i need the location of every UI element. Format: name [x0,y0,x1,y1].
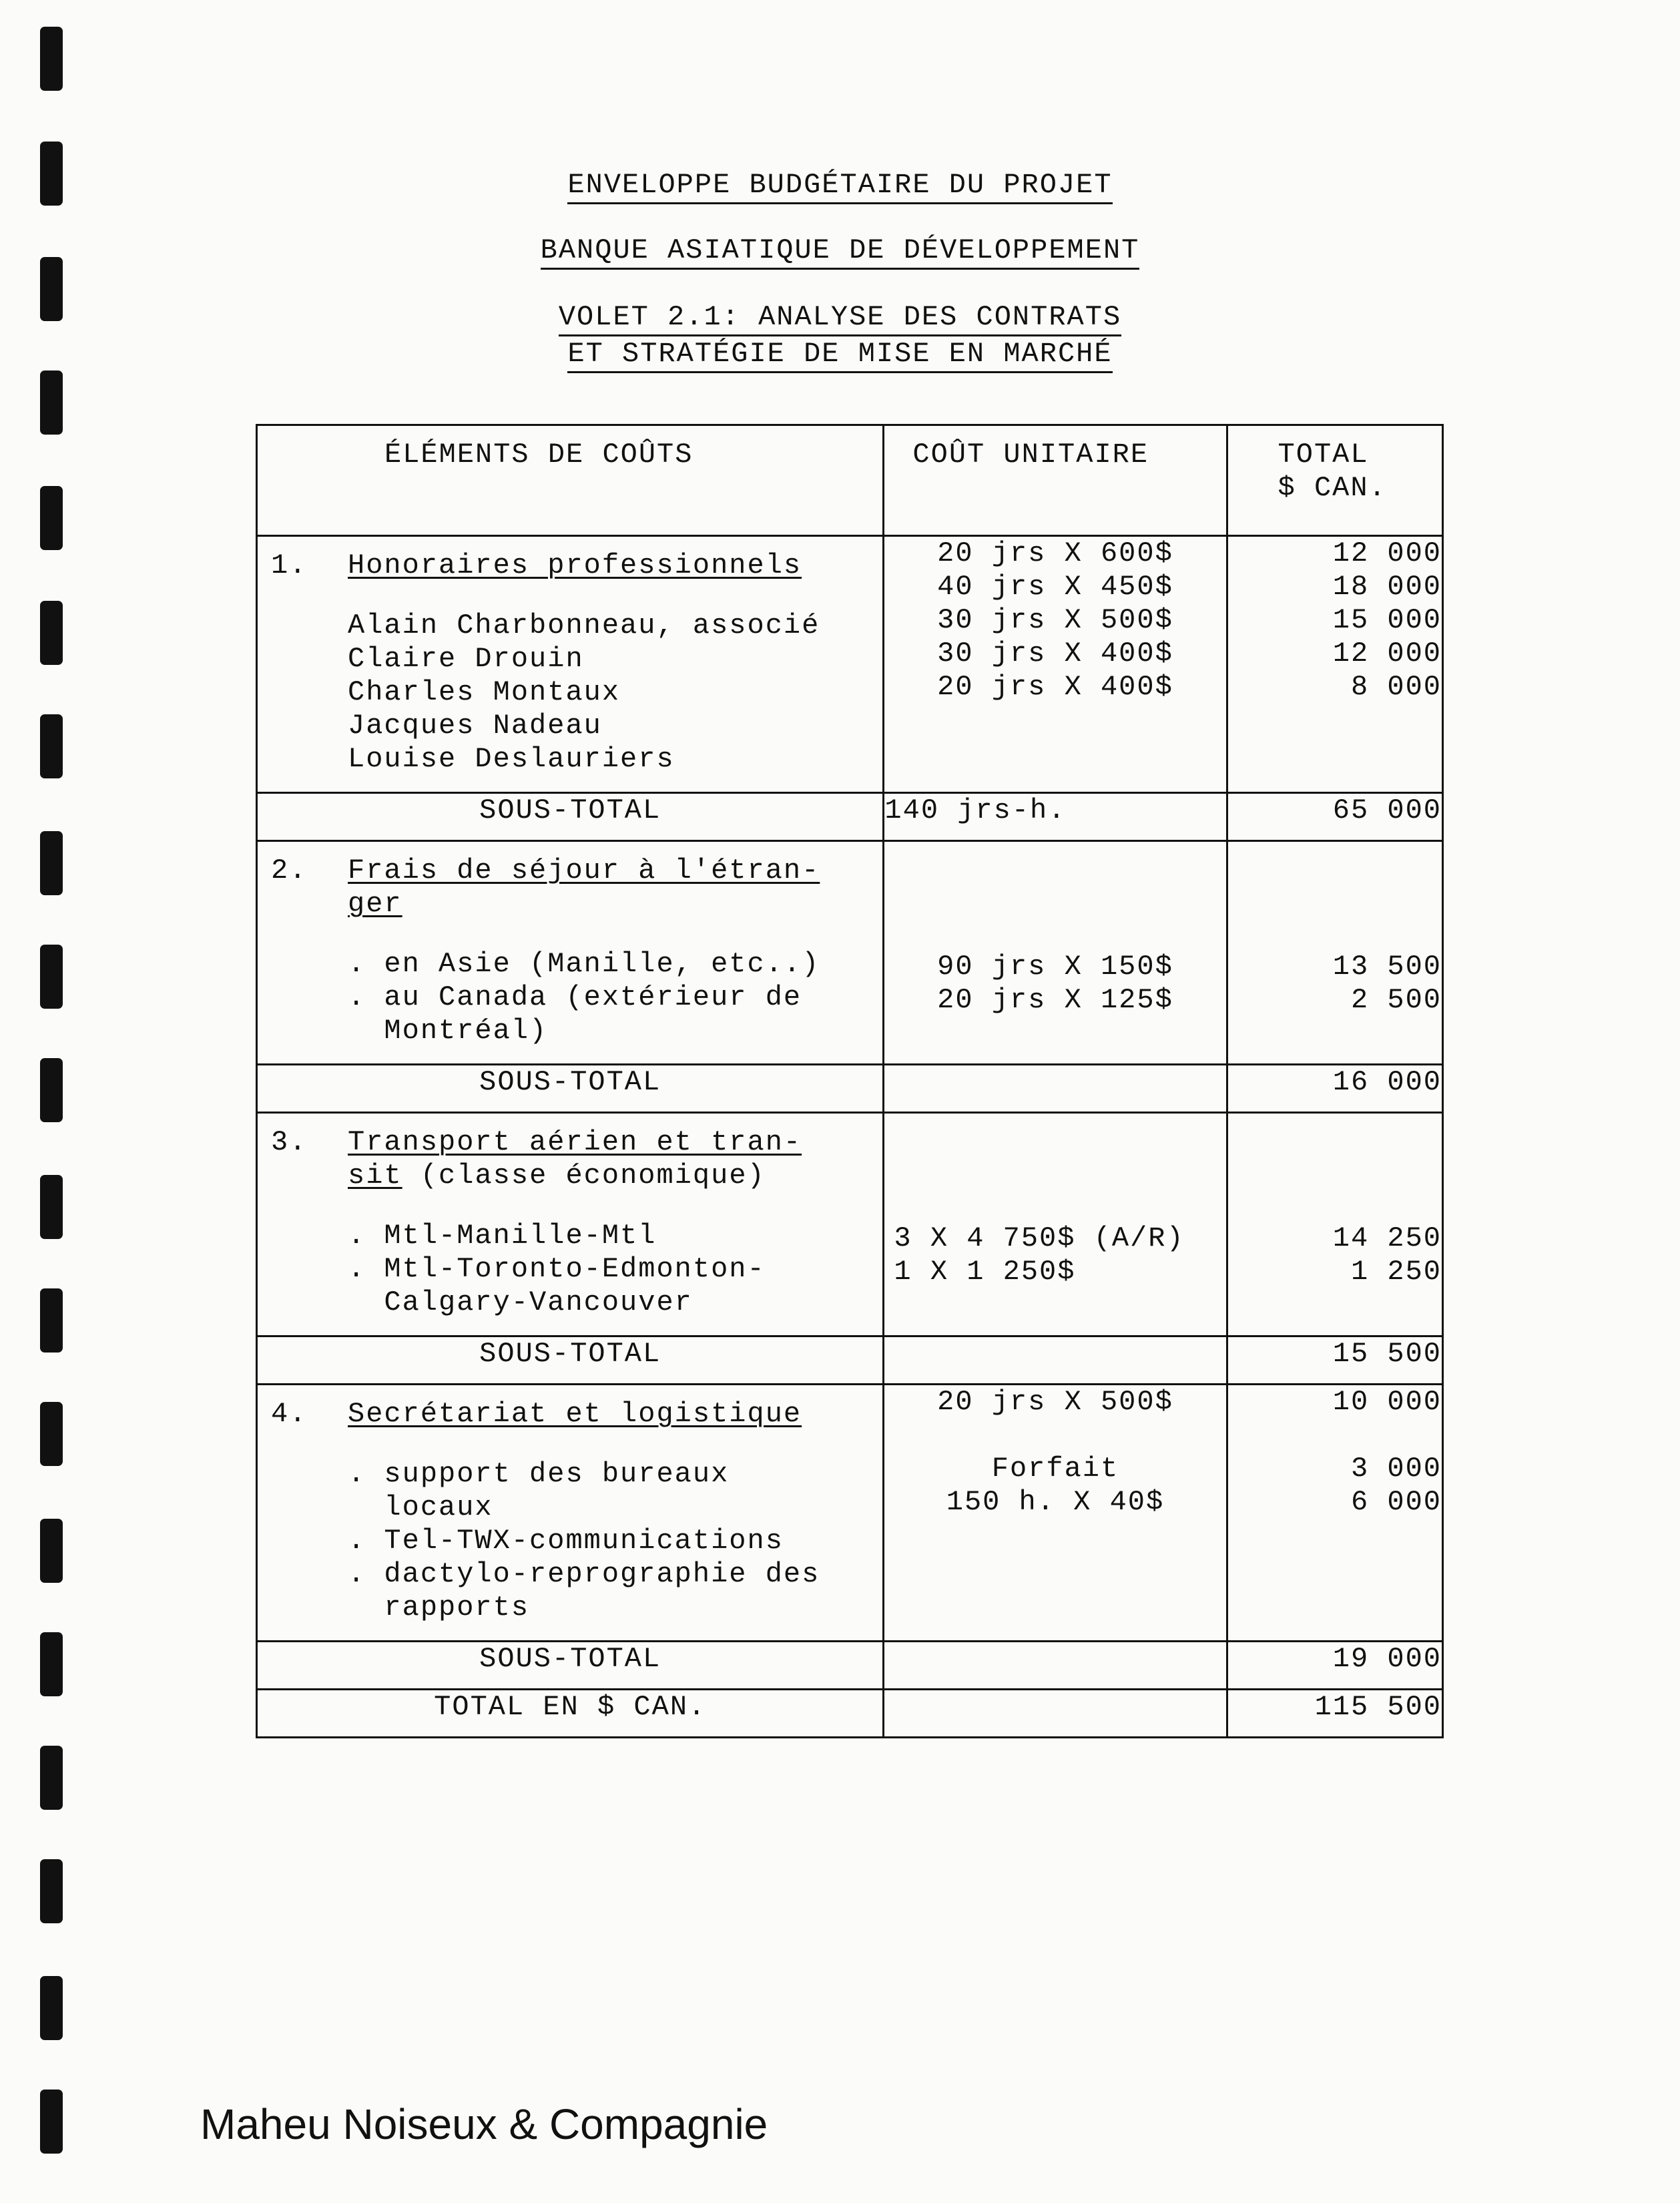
subtotal-label: SOUS-TOTAL [257,1065,884,1113]
section-elements-cell [257,841,884,1065]
section-row [257,536,1443,793]
section-number: 3. [271,1126,308,1158]
column-header-total-line1: TOTAL [1278,439,1369,471]
line-item: Charles Montaux [348,676,621,708]
line-total: 1 250 [1350,1256,1442,1288]
line-item: . dactylo-reprographie des [348,1558,820,1590]
line-total: 18 000 [1332,571,1442,603]
line-item: . Mtl-Manille-Mtl [348,1220,657,1252]
section-title: Honoraires professionnels [348,549,802,581]
line-item: Claire Drouin [348,643,584,675]
column-header-elements: ÉLÉMENTS DE COÛTS [257,425,884,536]
line-total: 14 250 [1332,1222,1442,1254]
company-footer: Maheu Noiseux & Compagnie [200,2100,768,2148]
section-total-cell [1227,1113,1442,1336]
line-item: Alain Charbonneau, associé [348,609,820,642]
section-row [257,841,1443,1065]
subtotal-unit [884,1642,1227,1690]
unit-cost: 20 jrs X 500$ [937,1386,1173,1418]
unit-cost: 20 jrs X 125$ [937,984,1173,1016]
punch-hole [40,486,63,550]
section-row [257,1113,1443,1336]
unit-cost: 30 jrs X 400$ [937,638,1173,670]
section-title: Frais de séjour à l'étran- ger [348,854,820,920]
unit-cost: Forfait [991,1453,1119,1485]
grand-total-value: 115 500 [1227,1690,1442,1738]
line-total: 13 500 [1332,951,1442,983]
unit-cost: 30 jrs X 500$ [937,604,1173,636]
punch-hole [40,831,63,895]
table-header-row [257,425,1443,536]
line-item: Montréal) [348,1015,548,1047]
unit-cost: 3 X 4 750$ (A/R) [894,1222,1185,1254]
line-total: 2 500 [1350,984,1442,1016]
subtotal-row [257,793,1443,841]
unit-cost: 40 jrs X 450$ [937,571,1173,603]
punch-hole [40,1746,63,1810]
subtotal-row [257,1642,1443,1690]
section-unit-cell [884,1113,1227,1336]
title-line-3: VOLET 2.1: ANALYSE DES CONTRATS [0,300,1680,334]
section-elements-cell [257,1385,884,1642]
section-number: 2. [271,854,308,887]
column-header-total [1227,425,1442,536]
section-title: Secrétariat et logistique [348,1398,802,1430]
unit-cost: 20 jrs X 600$ [937,537,1173,569]
punch-hole [40,1976,63,2040]
subtotal-unit [884,1065,1227,1113]
punch-hole [40,601,63,665]
subtotal-unit: 140 jrs-h. [884,793,1227,841]
section-unit-cell [884,1385,1227,1642]
subtotal-unit [884,1336,1227,1385]
subtotal-row [257,1065,1443,1113]
unit-cost: 1 X 1 250$ [894,1256,1076,1288]
section-title-group [348,1126,855,1192]
line-item: Louise Deslauriers [348,743,675,775]
subtotal-row [257,1336,1443,1385]
grand-total-row [257,1690,1443,1738]
subtotal-label: SOUS-TOTAL [257,1642,884,1690]
unit-cost: 150 h. X 40$ [946,1486,1165,1518]
punch-hole [40,1519,63,1583]
line-item: . Mtl-Toronto-Edmonton- [348,1253,766,1285]
punch-hole [40,27,63,91]
subtotal-value: 16 000 [1227,1065,1442,1113]
line-item: Jacques Nadeau [348,710,602,742]
section-unit-cell [884,536,1227,793]
punch-hole [40,1175,63,1239]
section-elements-cell [257,1113,884,1336]
title-line-1: ENVELOPPE BUDGÉTAIRE DU PROJET [0,168,1680,202]
subtotal-label: SOUS-TOTAL [257,1336,884,1385]
punch-hole [40,1859,63,1923]
section-unit-cell [884,841,1227,1065]
title-line-2: BANQUE ASIATIQUE DE DÉVELOPPEMENT [0,234,1680,267]
line-item: . Tel-TWX-communications [348,1525,784,1557]
section-elements-cell [257,536,884,793]
unit-cost [884,1419,1225,1452]
section-title: Transport aérien et tran- sit [348,1126,802,1192]
subtotal-label: SOUS-TOTAL [257,793,884,841]
budget-table [256,424,1444,1738]
punch-hole [40,2090,63,2154]
punch-hole [40,1632,63,1696]
line-total: 15 000 [1332,604,1442,636]
punch-hole [40,1058,63,1122]
line-item: . au Canada (extérieur de [348,981,802,1013]
line-total: 8 000 [1350,671,1442,703]
column-header-total-line2: $ CAN. [1278,472,1387,504]
unit-cost: 20 jrs X 400$ [937,671,1173,703]
section-total-cell [1227,841,1442,1065]
section-row [257,1385,1443,1642]
line-total: 12 000 [1332,537,1442,569]
line-total: 3 000 [1350,1453,1442,1485]
line-total: 6 000 [1350,1486,1442,1518]
subtotal-value: 19 000 [1227,1642,1442,1690]
punch-hole [40,371,63,435]
line-item: . en Asie (Manille, etc..) [348,948,820,980]
column-header-unit-cost: COÛT UNITAIRE [884,425,1227,536]
line-total [1228,1419,1442,1452]
title-line-4: ET STRATÉGIE DE MISE EN MARCHÉ [0,337,1680,371]
line-item: Calgary-Vancouver [348,1286,693,1318]
punch-hole [40,1402,63,1466]
section-number: 1. [271,549,308,581]
grand-total-unit [884,1690,1227,1738]
subtotal-value: 65 000 [1227,793,1442,841]
grand-total-label: TOTAL EN $ CAN. [257,1690,884,1738]
section-title-extra: (classe économique) [420,1160,766,1192]
subtotal-value: 15 500 [1227,1336,1442,1385]
section-number: 4. [271,1398,308,1430]
unit-cost: 90 jrs X 150$ [937,951,1173,983]
line-item: rapports [348,1592,530,1624]
section-total-cell [1227,536,1442,793]
line-total: 10 000 [1332,1386,1442,1418]
line-item: . support des bureaux [348,1458,730,1490]
line-total: 12 000 [1332,638,1442,670]
punch-hole [40,714,63,778]
punch-hole [40,945,63,1009]
punch-hole [40,1288,63,1353]
line-item: locaux [348,1491,493,1523]
section-total-cell [1227,1385,1442,1642]
